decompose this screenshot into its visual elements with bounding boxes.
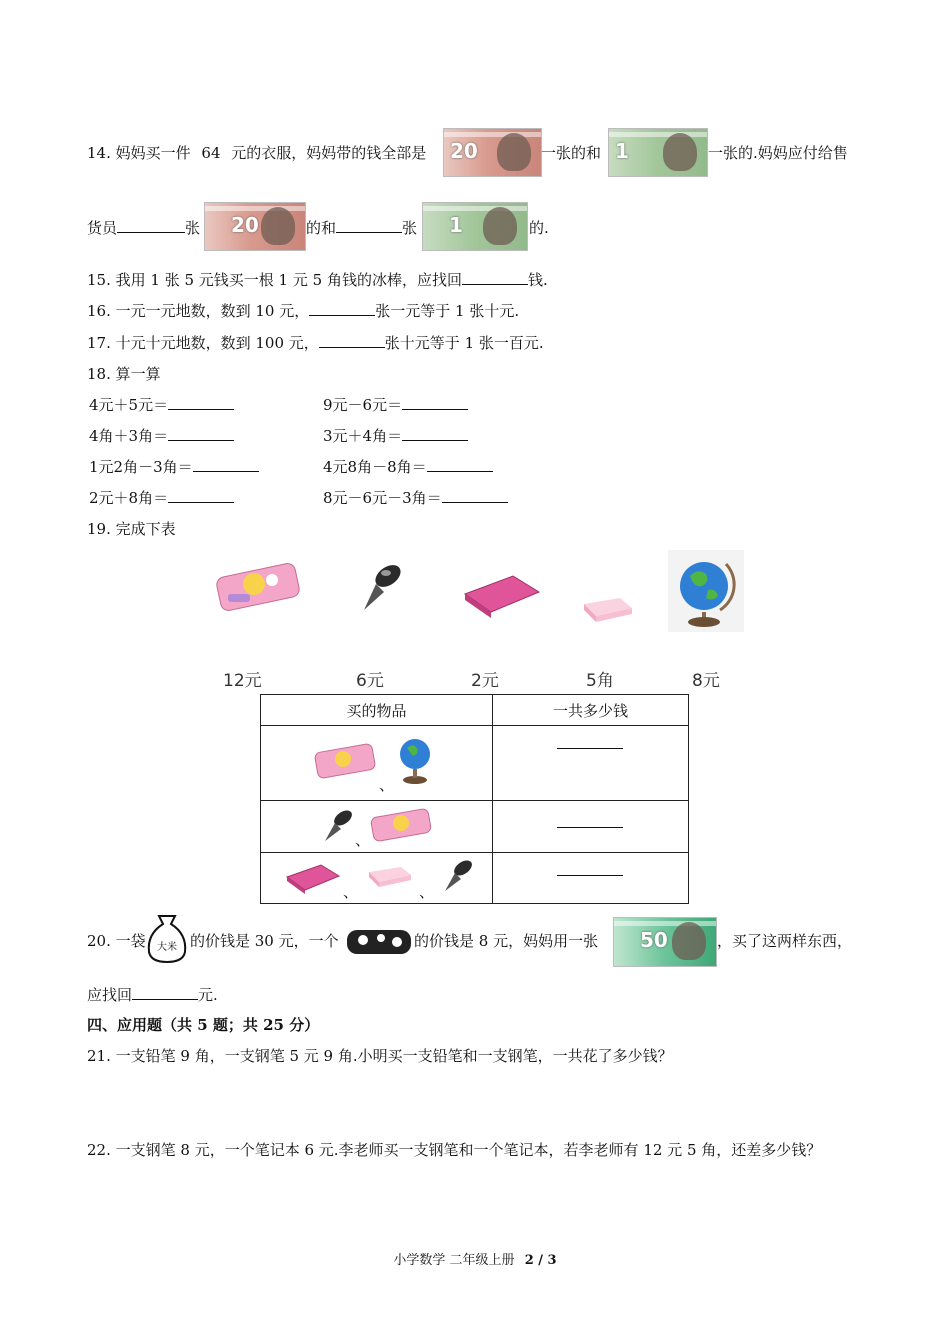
answer-blank[interactable] [168, 488, 234, 503]
q17-text-b: 张十元等于 1 张一百元. [384, 334, 544, 352]
q14-line1 [87, 143, 426, 163]
answer-blank[interactable] [462, 270, 528, 285]
eraser-icon [580, 594, 636, 626]
expression: 8元－6元－3角＝ [323, 489, 442, 507]
q14-text-h: 的和 [306, 219, 337, 237]
answer-blank[interactable] [402, 426, 468, 441]
q18-right-3 [323, 457, 493, 477]
note-denomination: 20 [450, 139, 478, 163]
note-denomination: 1 [615, 139, 629, 163]
one-yuan-note-image [422, 202, 528, 251]
page-footer [0, 1249, 950, 1268]
price-notebook: 2元 [471, 671, 499, 691]
q14-text-c: 元的衣服，妈妈带的钱全部是 [231, 144, 427, 162]
q15-text: 15. 我用 1 张 5 元钱买一根 1 元 5 角钱的冰棒，应找回 [87, 271, 462, 289]
fifty-yuan-note-image [613, 917, 717, 967]
q20-text-d: ，买了这两样东西， [717, 932, 853, 950]
expression: 4元＋5元＝ [89, 396, 169, 414]
expression: 9元－6元＝ [323, 396, 403, 414]
answer-blank[interactable] [442, 488, 508, 503]
separator: 、 [379, 776, 395, 794]
q18-left-4 [89, 488, 234, 508]
row2-items [261, 801, 493, 853]
q19-title: 19. 完成下表 [87, 520, 176, 538]
answer-blank[interactable] [319, 333, 385, 348]
answer-blank[interactable] [193, 457, 259, 472]
q18-right-1 [323, 395, 468, 415]
pen-icon [348, 558, 408, 616]
section-heading: 四、应用题（共 5 题；共 25 分） [87, 1016, 320, 1034]
expression: 1元2角－3角＝ [89, 458, 193, 476]
pen-icon [317, 805, 357, 845]
eraser-icon [365, 863, 415, 891]
separator: 、 [355, 831, 371, 849]
q20-text-e: 应找回 [87, 986, 133, 1004]
q16-text-a: 16. 一元一元地数，数到 10 元， [87, 302, 310, 320]
q14-price: 64 [201, 144, 221, 162]
q20-line2 [87, 985, 218, 1005]
answer-blank[interactable] [132, 985, 198, 1000]
rice-bag-label: 大米 [157, 942, 177, 953]
note-denomination: 1 [449, 213, 463, 237]
pencil-case-icon [313, 740, 377, 782]
pencil-case-icon [369, 805, 435, 845]
expression: 3元＋4角＝ [323, 427, 403, 445]
pencil-case-icon [214, 560, 304, 618]
page-number: 2 / 3 [524, 1253, 557, 1268]
q18-title: 18. 算一算 [87, 365, 161, 383]
footer-text: 小学数学 二年级上册 [393, 1253, 515, 1268]
q16-text-b: 张一元等于 1 张十元. [375, 302, 520, 320]
price-pen: 6元 [356, 671, 384, 691]
separator: 、 [419, 883, 435, 901]
answer-blank[interactable] [557, 734, 623, 749]
note-denomination: 50 [640, 928, 668, 952]
one-yuan-note-image [608, 128, 708, 177]
q20-text-b: 的价钱是 30 元，一个 [190, 932, 339, 950]
q20-text-c: 的价钱是 8 元，妈妈用一张 [414, 932, 599, 950]
q14-text-e: 一张的.妈妈应付给售 [708, 144, 848, 162]
q14-text-j: 的. [529, 219, 549, 237]
items-table [260, 694, 689, 904]
answer-blank[interactable] [336, 218, 402, 233]
price-globe: 8元 [692, 671, 720, 691]
price-pencil-case: 12元 [223, 671, 262, 691]
q17 [87, 333, 544, 353]
globe-icon [393, 734, 441, 786]
row1-total [493, 726, 689, 801]
header-total: 一共多少钱 [493, 695, 689, 726]
q22: 22. 一支钢笔 8 元，一个笔记本 6 元.李老师买一支钢笔和一个笔记本，若李老师有 12 元 5 角，还差多少钱？ [87, 1141, 822, 1159]
globe-icon [668, 550, 744, 632]
row2-total [493, 801, 689, 853]
q14-line2 [87, 218, 200, 238]
q18-right-4 [323, 488, 508, 508]
q15-text-end: 钱. [527, 271, 548, 289]
twenty-yuan-note-image [443, 128, 542, 177]
row3-total [493, 853, 689, 904]
answer-blank[interactable] [427, 457, 493, 472]
q14-text-i: 张 [402, 219, 418, 237]
row3-items [261, 853, 493, 904]
separator: 、 [343, 883, 359, 901]
q16 [87, 301, 519, 321]
q14-text-a: 14. 妈妈买一件 [87, 144, 191, 162]
q18-left-3 [89, 457, 259, 477]
answer-blank[interactable] [168, 426, 234, 441]
answer-blank[interactable] [402, 395, 468, 410]
expression: 4元8角－8角＝ [323, 458, 427, 476]
q14-text-g: 张 [185, 219, 201, 237]
expression: 4角＋3角＝ [89, 427, 169, 445]
note-denomination: 20 [231, 213, 259, 237]
q20-text-f: 元. [198, 986, 218, 1004]
q17-text-a: 17. 十元十元地数，数到 100 元， [87, 334, 319, 352]
answer-blank[interactable] [168, 395, 234, 410]
answer-blank[interactable] [117, 218, 185, 233]
price-eraser: 5角 [586, 671, 614, 691]
q14-text-f: 货员 [87, 219, 118, 237]
q14-text-d: 一张的和 [541, 144, 602, 162]
twenty-yuan-note-image [204, 202, 306, 251]
q15 [87, 270, 548, 290]
q18-left-2 [89, 426, 234, 446]
pen-icon [437, 855, 477, 895]
pencil-box-icon [345, 924, 413, 960]
q14-line2b [306, 218, 417, 238]
answer-blank[interactable] [557, 813, 623, 828]
row1-items [261, 726, 493, 801]
q20-text-a: 20. 一袋 [87, 932, 146, 950]
expression: 2元＋8角＝ [89, 489, 169, 507]
notebook-icon [459, 570, 543, 620]
q21: 21. 一支铅笔 9 角，一支钢笔 5 元 9 角.小明买一支铅笔和一支钢笔，一共花了多少钱？ [87, 1047, 673, 1065]
answer-blank[interactable] [557, 861, 623, 876]
notebook-icon [283, 861, 343, 895]
rice-bag-icon [145, 912, 189, 964]
answer-blank[interactable] [309, 301, 375, 316]
header-items: 买的物品 [261, 695, 493, 726]
q18-right-2 [323, 426, 468, 446]
q18-left-1 [89, 395, 234, 415]
